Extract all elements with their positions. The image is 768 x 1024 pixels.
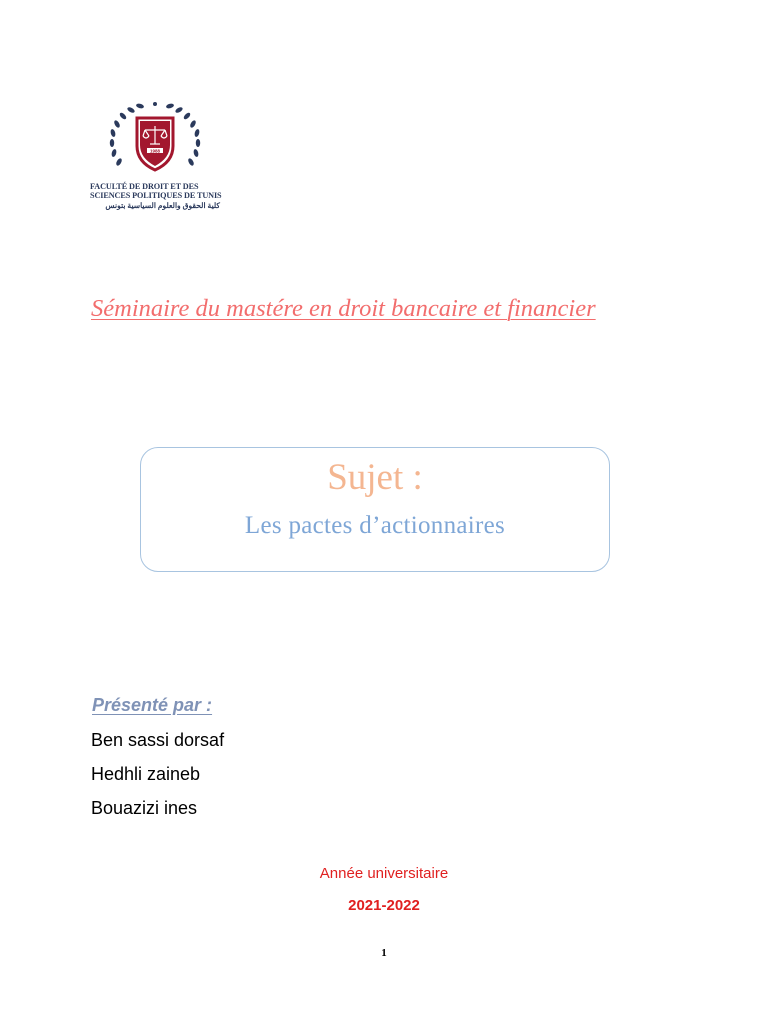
page-number: 1 — [381, 947, 387, 959]
presenter-name: Bouazizi ines — [91, 798, 198, 818]
presented-by-label — [92, 695, 212, 716]
presented-by-text: Présenté par : — [92, 695, 213, 715]
logo-line-arabic: كلية الحقوق والعلوم السياسية بتونس — [105, 201, 220, 210]
academic-year-label: Année universitaire — [319, 865, 449, 882]
logo-line-french-1: FACULTÉ DE DROIT ET DES — [90, 182, 199, 191]
subject-heading: Sujet : — [327, 457, 423, 498]
subject-topic: Les pactes d’actionnaires — [244, 512, 506, 539]
seminar-title — [91, 292, 611, 326]
subject-box — [140, 447, 610, 572]
presenter-name: Ben sassi dorsaf — [91, 730, 225, 750]
faculty-logo — [90, 100, 222, 215]
presenter-name: Hedhli zaineb — [91, 764, 201, 784]
academic-year-value: 2021-2022 — [348, 897, 420, 914]
logo-year: 1988 — [149, 148, 161, 154]
faculty-emblem-icon — [103, 100, 207, 180]
seminar-title-text: Séminaire du mastére en droit bancaire et financier — [91, 295, 596, 322]
logo-line-french-2: SCIENCES POLITIQUES DE TUNIS — [90, 191, 222, 200]
